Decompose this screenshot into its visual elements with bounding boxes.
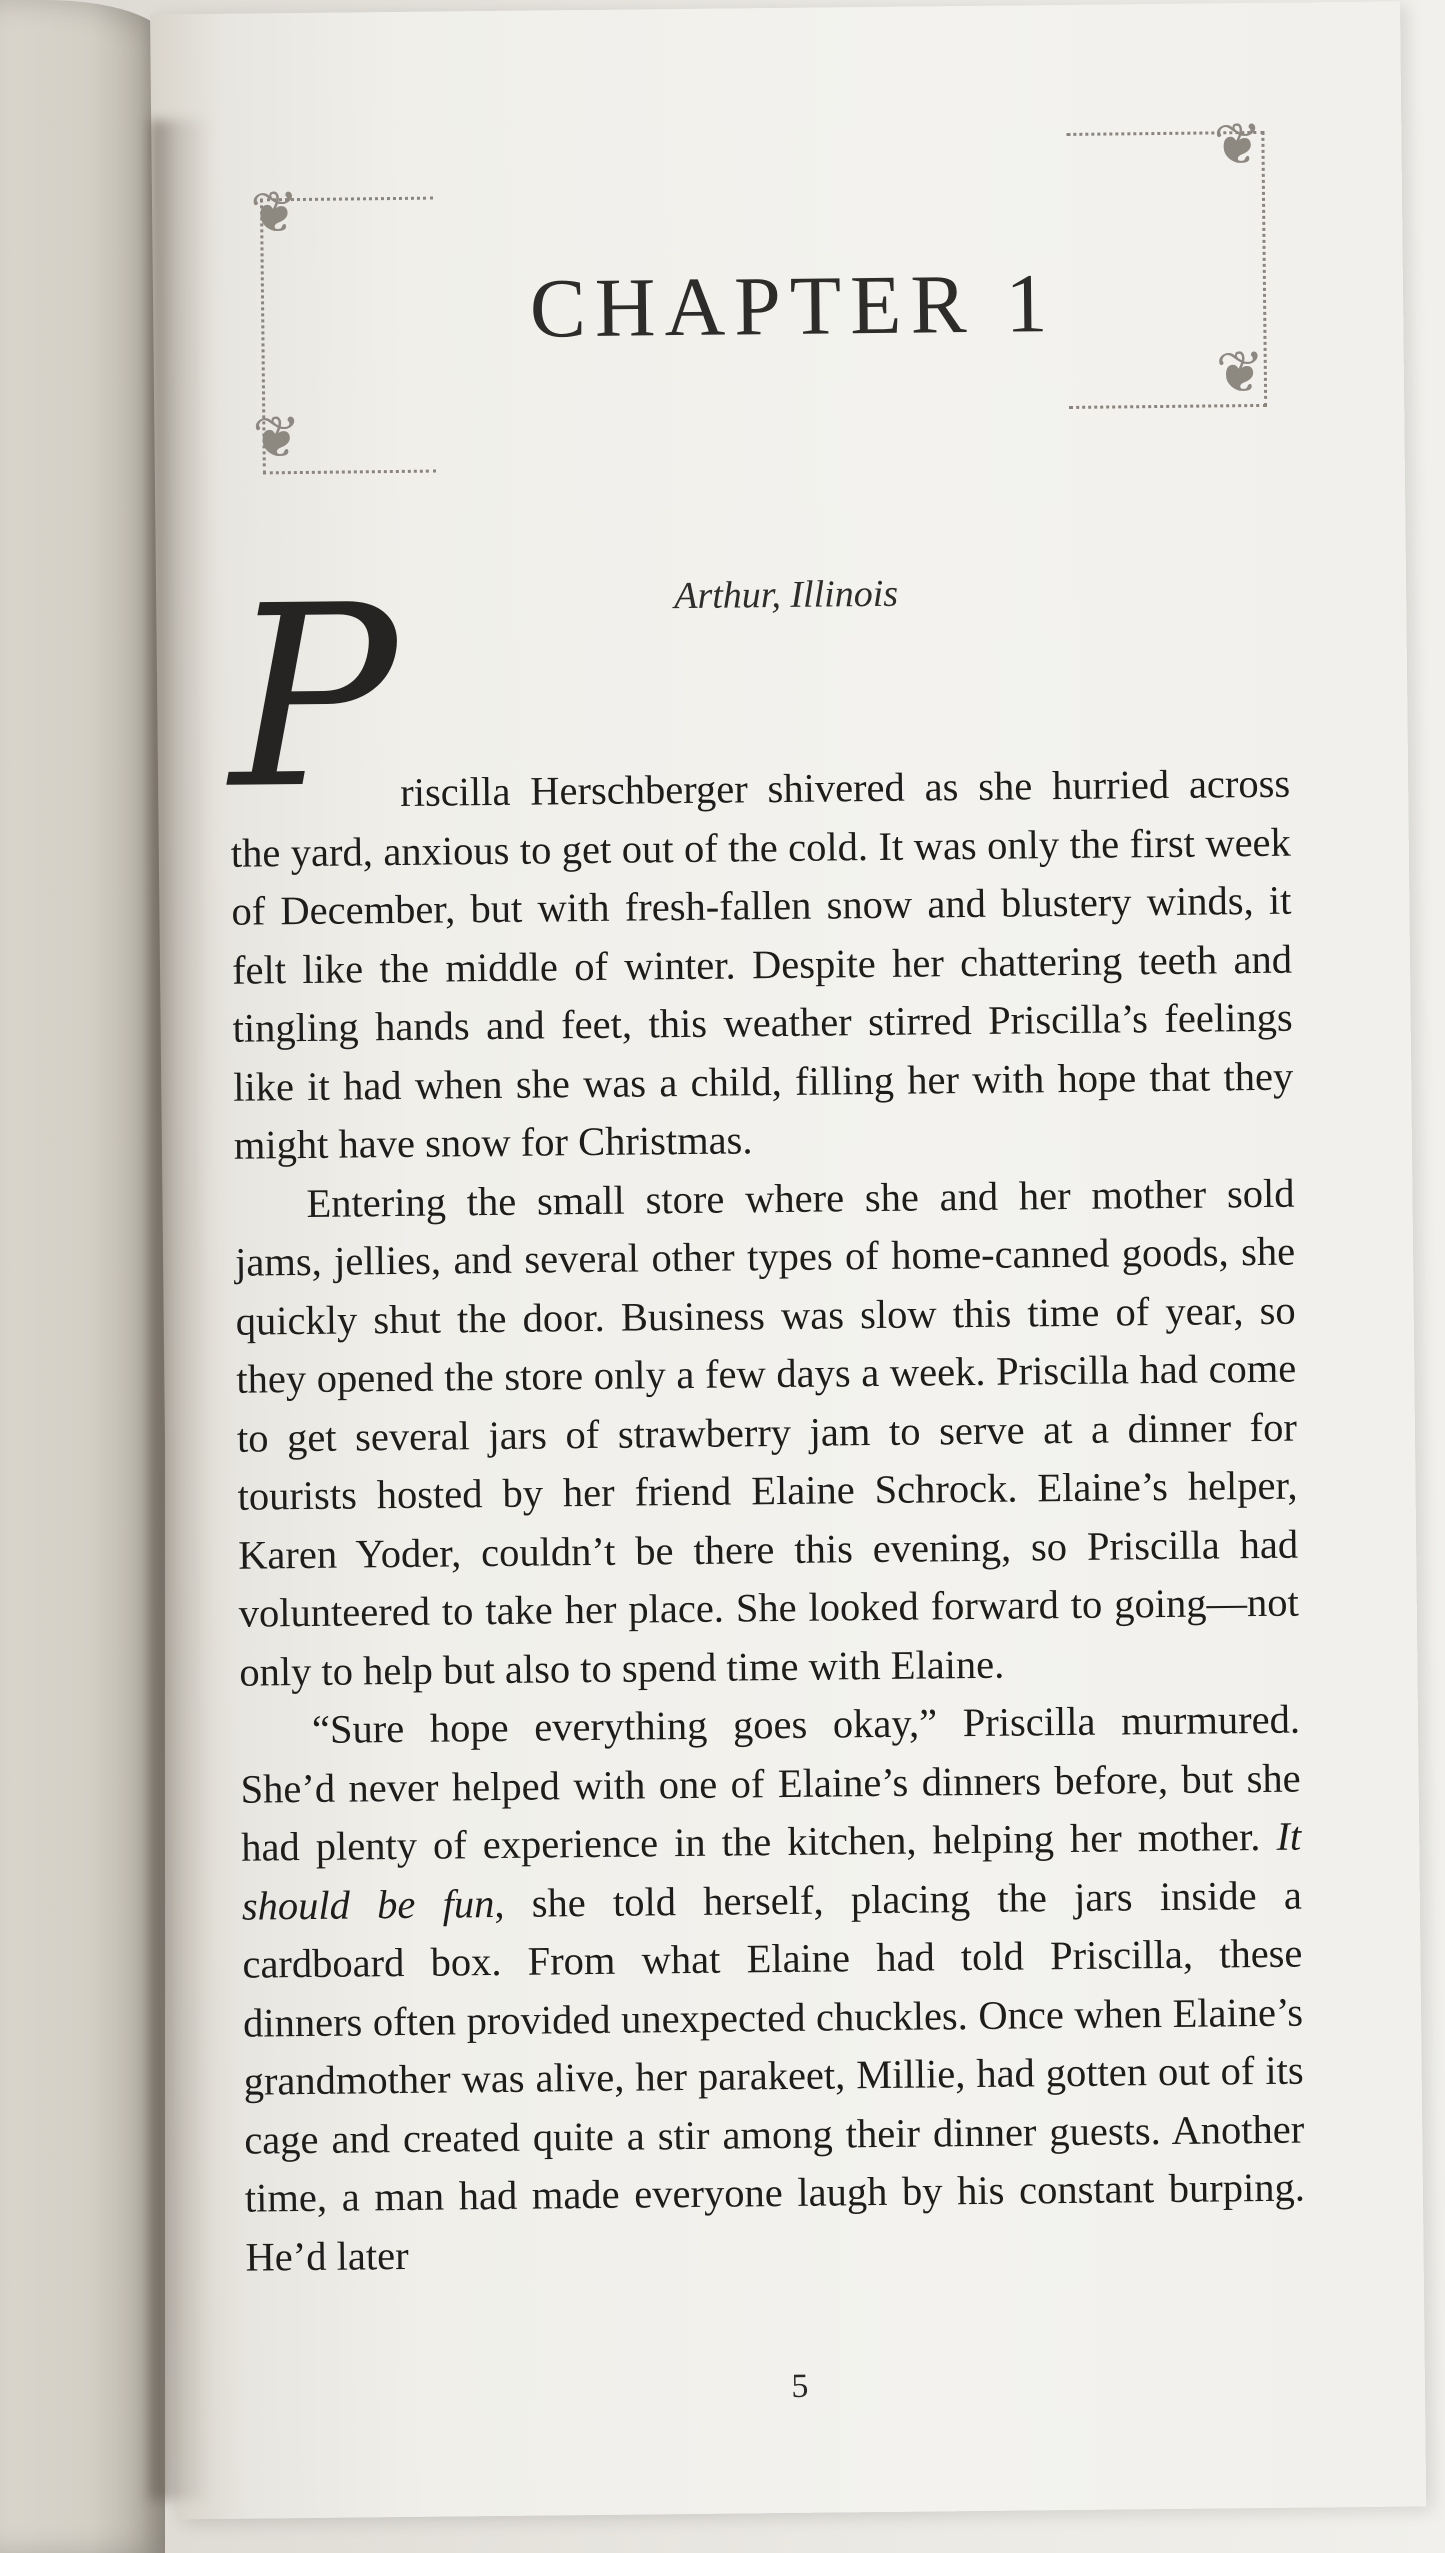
flourish-bottom-right-icon: ❦ [1215, 337, 1265, 407]
chapter-title: CHAPTER 1 [529, 257, 1057, 356]
flourish-top-right-icon: ❦ [1213, 109, 1263, 179]
drop-cap: P [227, 550, 399, 844]
book-page [150, 1, 1426, 2519]
page-gutter-shadow [150, 120, 210, 2500]
page-number: 5 [791, 2367, 809, 2405]
paragraph-3-part-1: “Sure hope everything goes okay,” Priscilla murmured. She’d never helped with one of Elaine’s dinners before, but she had plenty of experience in the kitchen, helping her mother. [240, 1696, 1301, 1870]
paragraph-3 [240, 1691, 1306, 2287]
chapter-location: Arthur, Illinois [674, 572, 899, 618]
paragraph-1: riscilla Herschberger shivered as she hurried across the yard, anxious to get out of the cold. It was only the first week of December, but with fresh-fallen snow and blustery winds, it felt like the middle of winter. Despite her chattering teeth and tingling hands and feet, this weather stirred Priscilla’s feelings like it had when she was a child, filling her with hope that they might have snow for Christmas. [230, 760, 1294, 1168]
left-facing-page [0, 0, 165, 2553]
body-text [230, 755, 1306, 2287]
flourish-bottom-left-icon: ❦ [252, 402, 302, 472]
paragraph-2: Entering the small store where she and her mother sold jams, jellies, and several other types of home-canned goods, she quickly shut the door. Business was slow this time of year, so they opened the store only a few days a week. Priscilla had come to get several jars of strawberry jam to serve at a dinner for tourists hosted by her friend Elaine Schrock. Elaine’s helper, Karen Yoder, couldn’t be there this evening, so Priscilla had volunteered to take her place. She looked forward to going—not only to help but also to spend time with Elaine. [234, 1170, 1299, 1695]
flourish-top-left-icon: ❦ [249, 178, 300, 247]
paragraph-3-part-2: , she told herself, placing the jars inside a cardboard box. From what Elaine had told Priscilla, these dinners often provided unexpected chuckles. Once when Elaine’s grandmother was alive, her parakeet, Millie, had gotten out of its cage and created quite a stir among their dinner guests. Another time, a man had made everyone laugh by his constant burping. He’d later [242, 1872, 1306, 2280]
paragraph-3-italic: It should be fun [241, 1813, 1302, 1929]
